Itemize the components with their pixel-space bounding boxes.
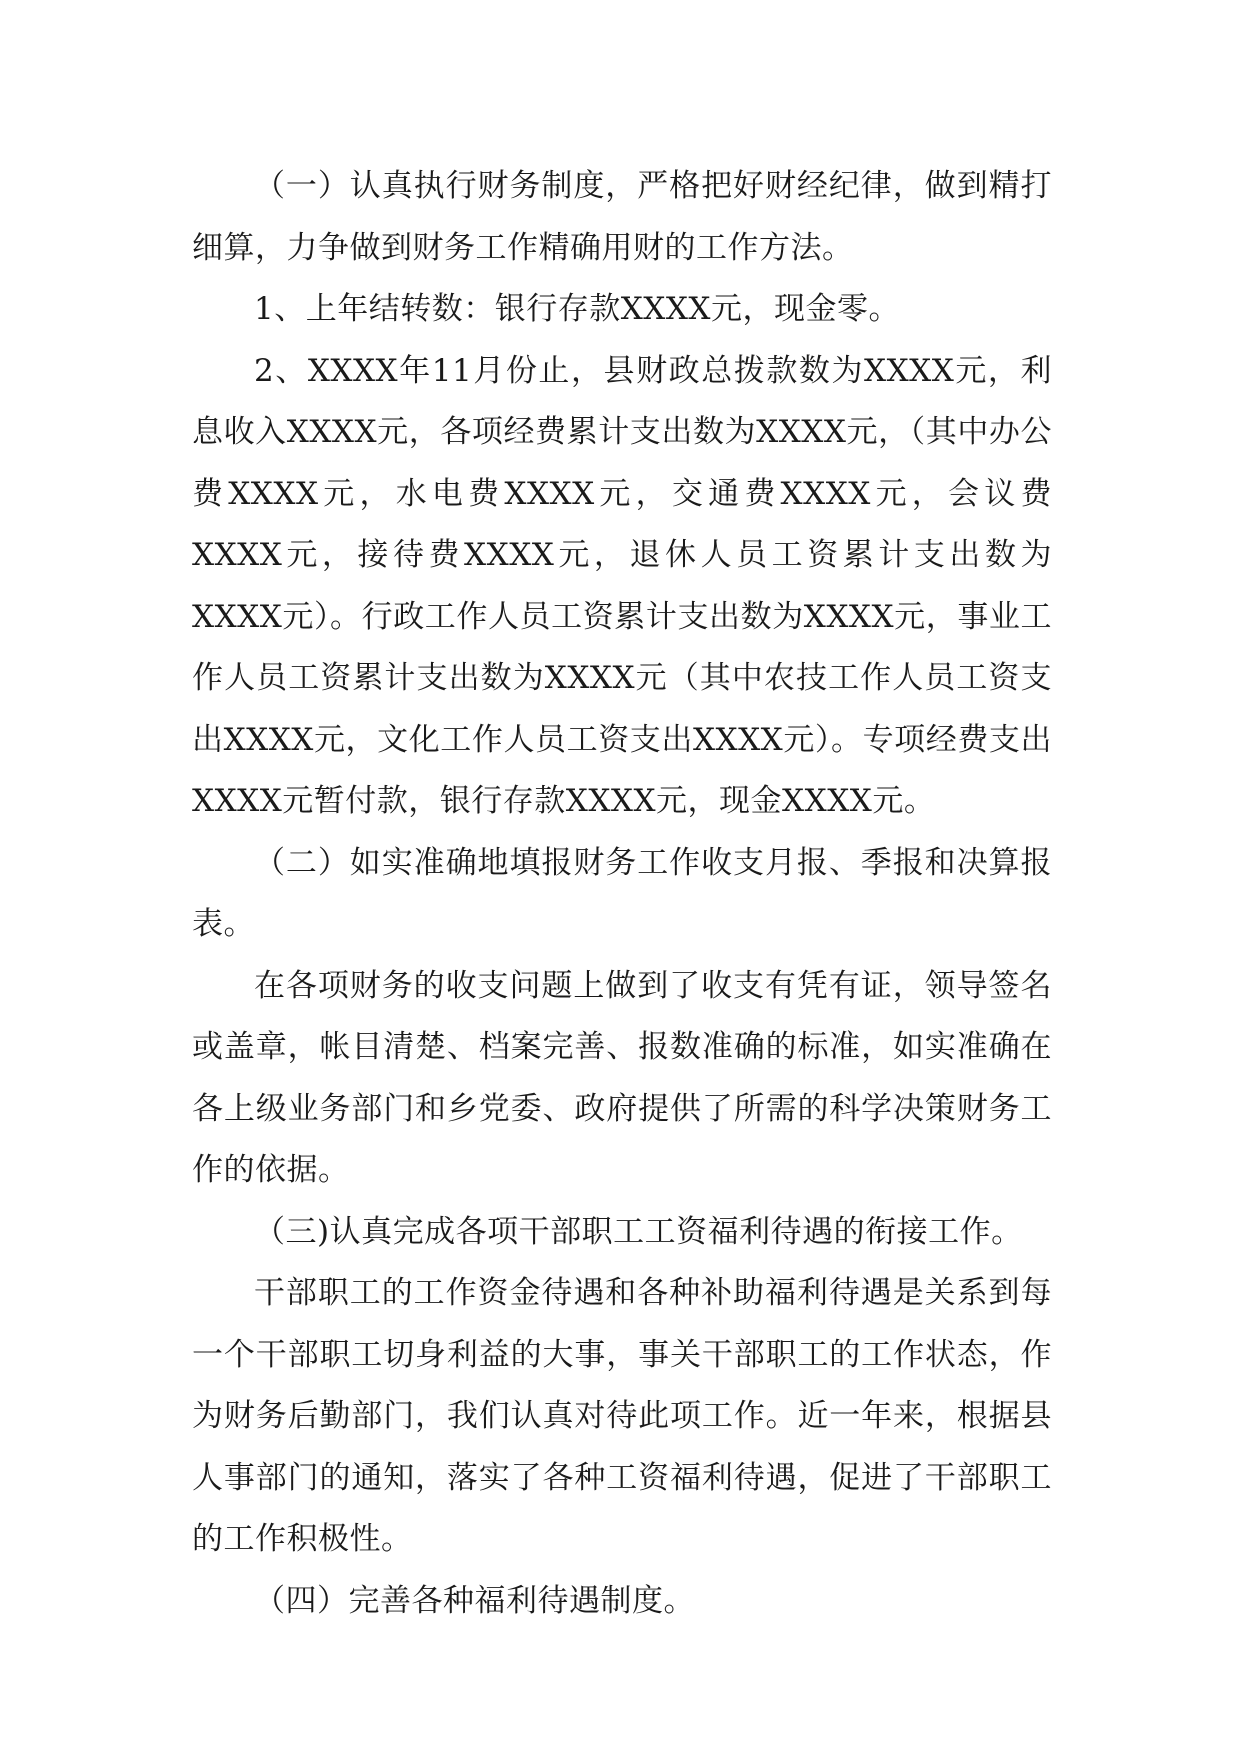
paragraph-funding-details: 2、XXXX年11月份止，县财政总拨款数为XXXX元，利息收入XXXX元，各项经费累计支出数为XXXX元，（其中办公费XXXX元，水电费XXXX元，交通费XXXX元，会议费XXXX元，接待费XXXX元，退休人员工资累计支出数为XXXX元）。行政工作人员工资累计支出数为XXXX元，事业工作人员工资累计支出数为XXXX元（其中农技工作人员工资支出XXXX元，文化工作人员工资支出XXXX元）。专项经费支出XXXX元暂付款，银行存款XXXX元，现金XXXX元。 bbox=[192, 352, 1052, 819]
paragraph-welfare: 干部职工的工作资金待遇和各种补助福利待遇是关系到每一个干部职工切身利益的大事，事关干部职工的工作状态，作为财务后勤部门，我们认真对待此项工作。近一年来，根据县人事部门的通知，落实了各种工资福利待遇，促进了干部职工的工作积极性。 bbox=[192, 1275, 1052, 1557]
paragraph-income-expense: 在各项财务的收支问题上做到了收支有凭有证，领导签名或盖章，帐目清楚、档案完善、报数准确的标准，如实准确在各上级业务部门和乡党委、政府提供了所需的科学决策财务工作的依据。 bbox=[192, 967, 1052, 1188]
paragraph-section-1-heading: （一）认真执行财务制度，严格把好财经纪律，做到精打细算，力争做到财务工作精确用财的工作方法。 bbox=[192, 168, 1052, 266]
paragraph-section-2-heading: （二）如实准确地填报财务工作收支月报、季报和决算报表。 bbox=[192, 844, 1052, 942]
paragraph-section-3-heading: （三)认真完成各项干部职工工资福利待遇的衔接工作。 bbox=[254, 1213, 1023, 1250]
document-body bbox=[192, 156, 1052, 1632]
paragraph-carryover: 1、上年结转数：银行存款XXXX元，现金零。 bbox=[254, 291, 900, 327]
paragraph-section-4-heading: （四）完善各种福利待遇制度。 bbox=[254, 1582, 695, 1619]
